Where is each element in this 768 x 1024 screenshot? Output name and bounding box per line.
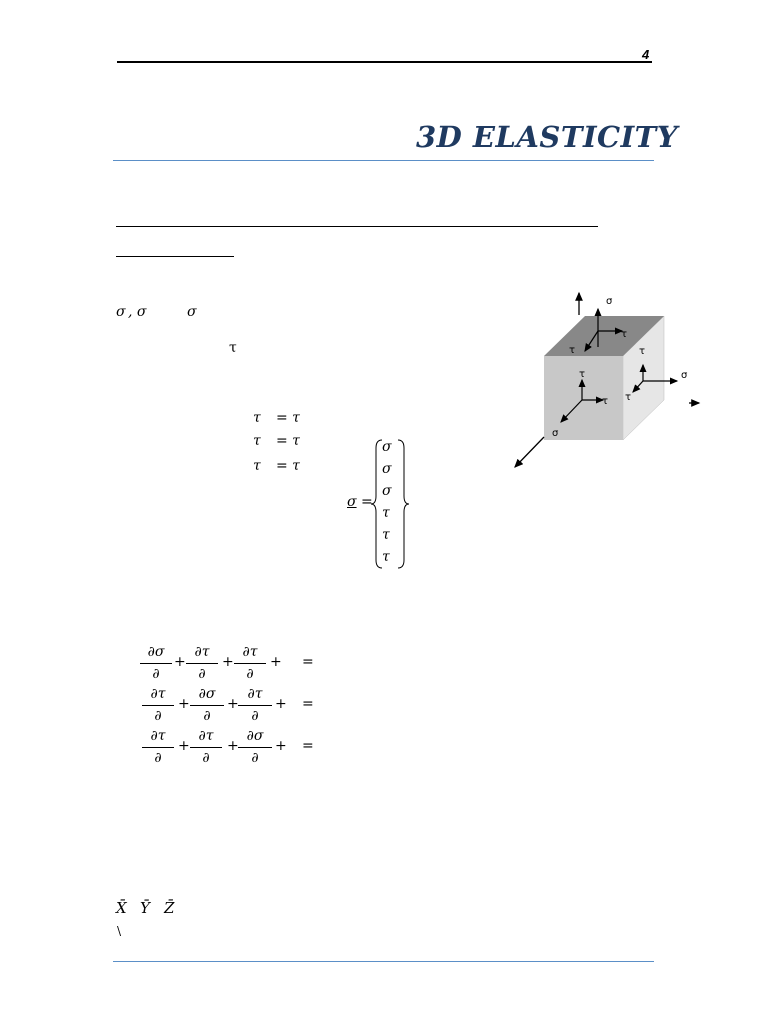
sigma-z: σ (187, 304, 197, 320)
cube-label: σ (606, 296, 613, 307)
page-title: 3D ELASTICITY (416, 120, 678, 154)
stress-entry: τ (382, 549, 390, 565)
stress-entry: τ (382, 527, 390, 543)
sym-rhs-3: = τ (276, 458, 300, 474)
cube-label: τ (602, 396, 609, 407)
stress-vector-lhs: σ (347, 494, 357, 510)
underline-2 (116, 256, 234, 257)
plus: + (174, 654, 186, 670)
frac: ∂σ ∂ (238, 728, 272, 768)
body-force-x: X̄ (116, 899, 127, 917)
frac: ∂τ ∂ (142, 686, 174, 726)
sym-lhs-2: τ (253, 433, 261, 449)
header-rule (117, 61, 652, 63)
plus: + (178, 738, 190, 754)
page-number: 4 (642, 47, 650, 62)
stress-vector-eq: = (361, 494, 373, 510)
stress-entry: τ (382, 505, 390, 521)
equals: = (302, 696, 314, 712)
cube-label: τ (625, 392, 632, 403)
frac: ∂τ ∂ (190, 728, 222, 768)
frac: ∂τ ∂ (238, 686, 272, 726)
stress-cube-diagram (505, 285, 705, 475)
sigma-y: , σ (128, 304, 147, 320)
plus: + (227, 696, 239, 712)
cube-label: σ (552, 428, 559, 439)
plus: + (222, 654, 234, 670)
stress-entry: σ (382, 483, 392, 499)
title-rule (113, 160, 654, 161)
cube-label: σ (681, 370, 688, 381)
frac: ∂σ ∂ (140, 644, 172, 684)
frac: ∂τ ∂ (234, 644, 266, 684)
stress-entry: σ (382, 439, 392, 455)
frac: ∂τ ∂ (142, 728, 174, 768)
plus: + (227, 738, 239, 754)
body-force-z: Z̄ (164, 899, 175, 917)
sym-lhs-3: τ (253, 458, 261, 474)
cube-label: τ (579, 369, 586, 380)
footer-rule (113, 961, 654, 962)
frac: ∂σ ∂ (190, 686, 224, 726)
body-force-y: Ȳ (140, 899, 150, 917)
frac: ∂τ ∂ (186, 644, 218, 684)
underline-1 (116, 226, 598, 227)
right-brace (396, 438, 410, 570)
sym-rhs-1: = τ (276, 410, 300, 426)
cube-label: τ (621, 329, 628, 340)
sym-rhs-2: = τ (276, 433, 300, 449)
plus: + (275, 696, 287, 712)
cube-label: τ (639, 346, 646, 357)
plus: + (270, 654, 282, 670)
plus: + (178, 696, 190, 712)
sigma-x: σ (116, 304, 126, 320)
tau-shear: τ (229, 340, 237, 356)
equals: = (302, 654, 314, 670)
plus: + (275, 738, 287, 754)
sym-lhs-1: τ (253, 410, 261, 426)
footnote-mark: \ (117, 924, 122, 938)
stress-entry: σ (382, 461, 392, 477)
equals: = (302, 738, 314, 754)
cube-label: τ (569, 345, 576, 356)
